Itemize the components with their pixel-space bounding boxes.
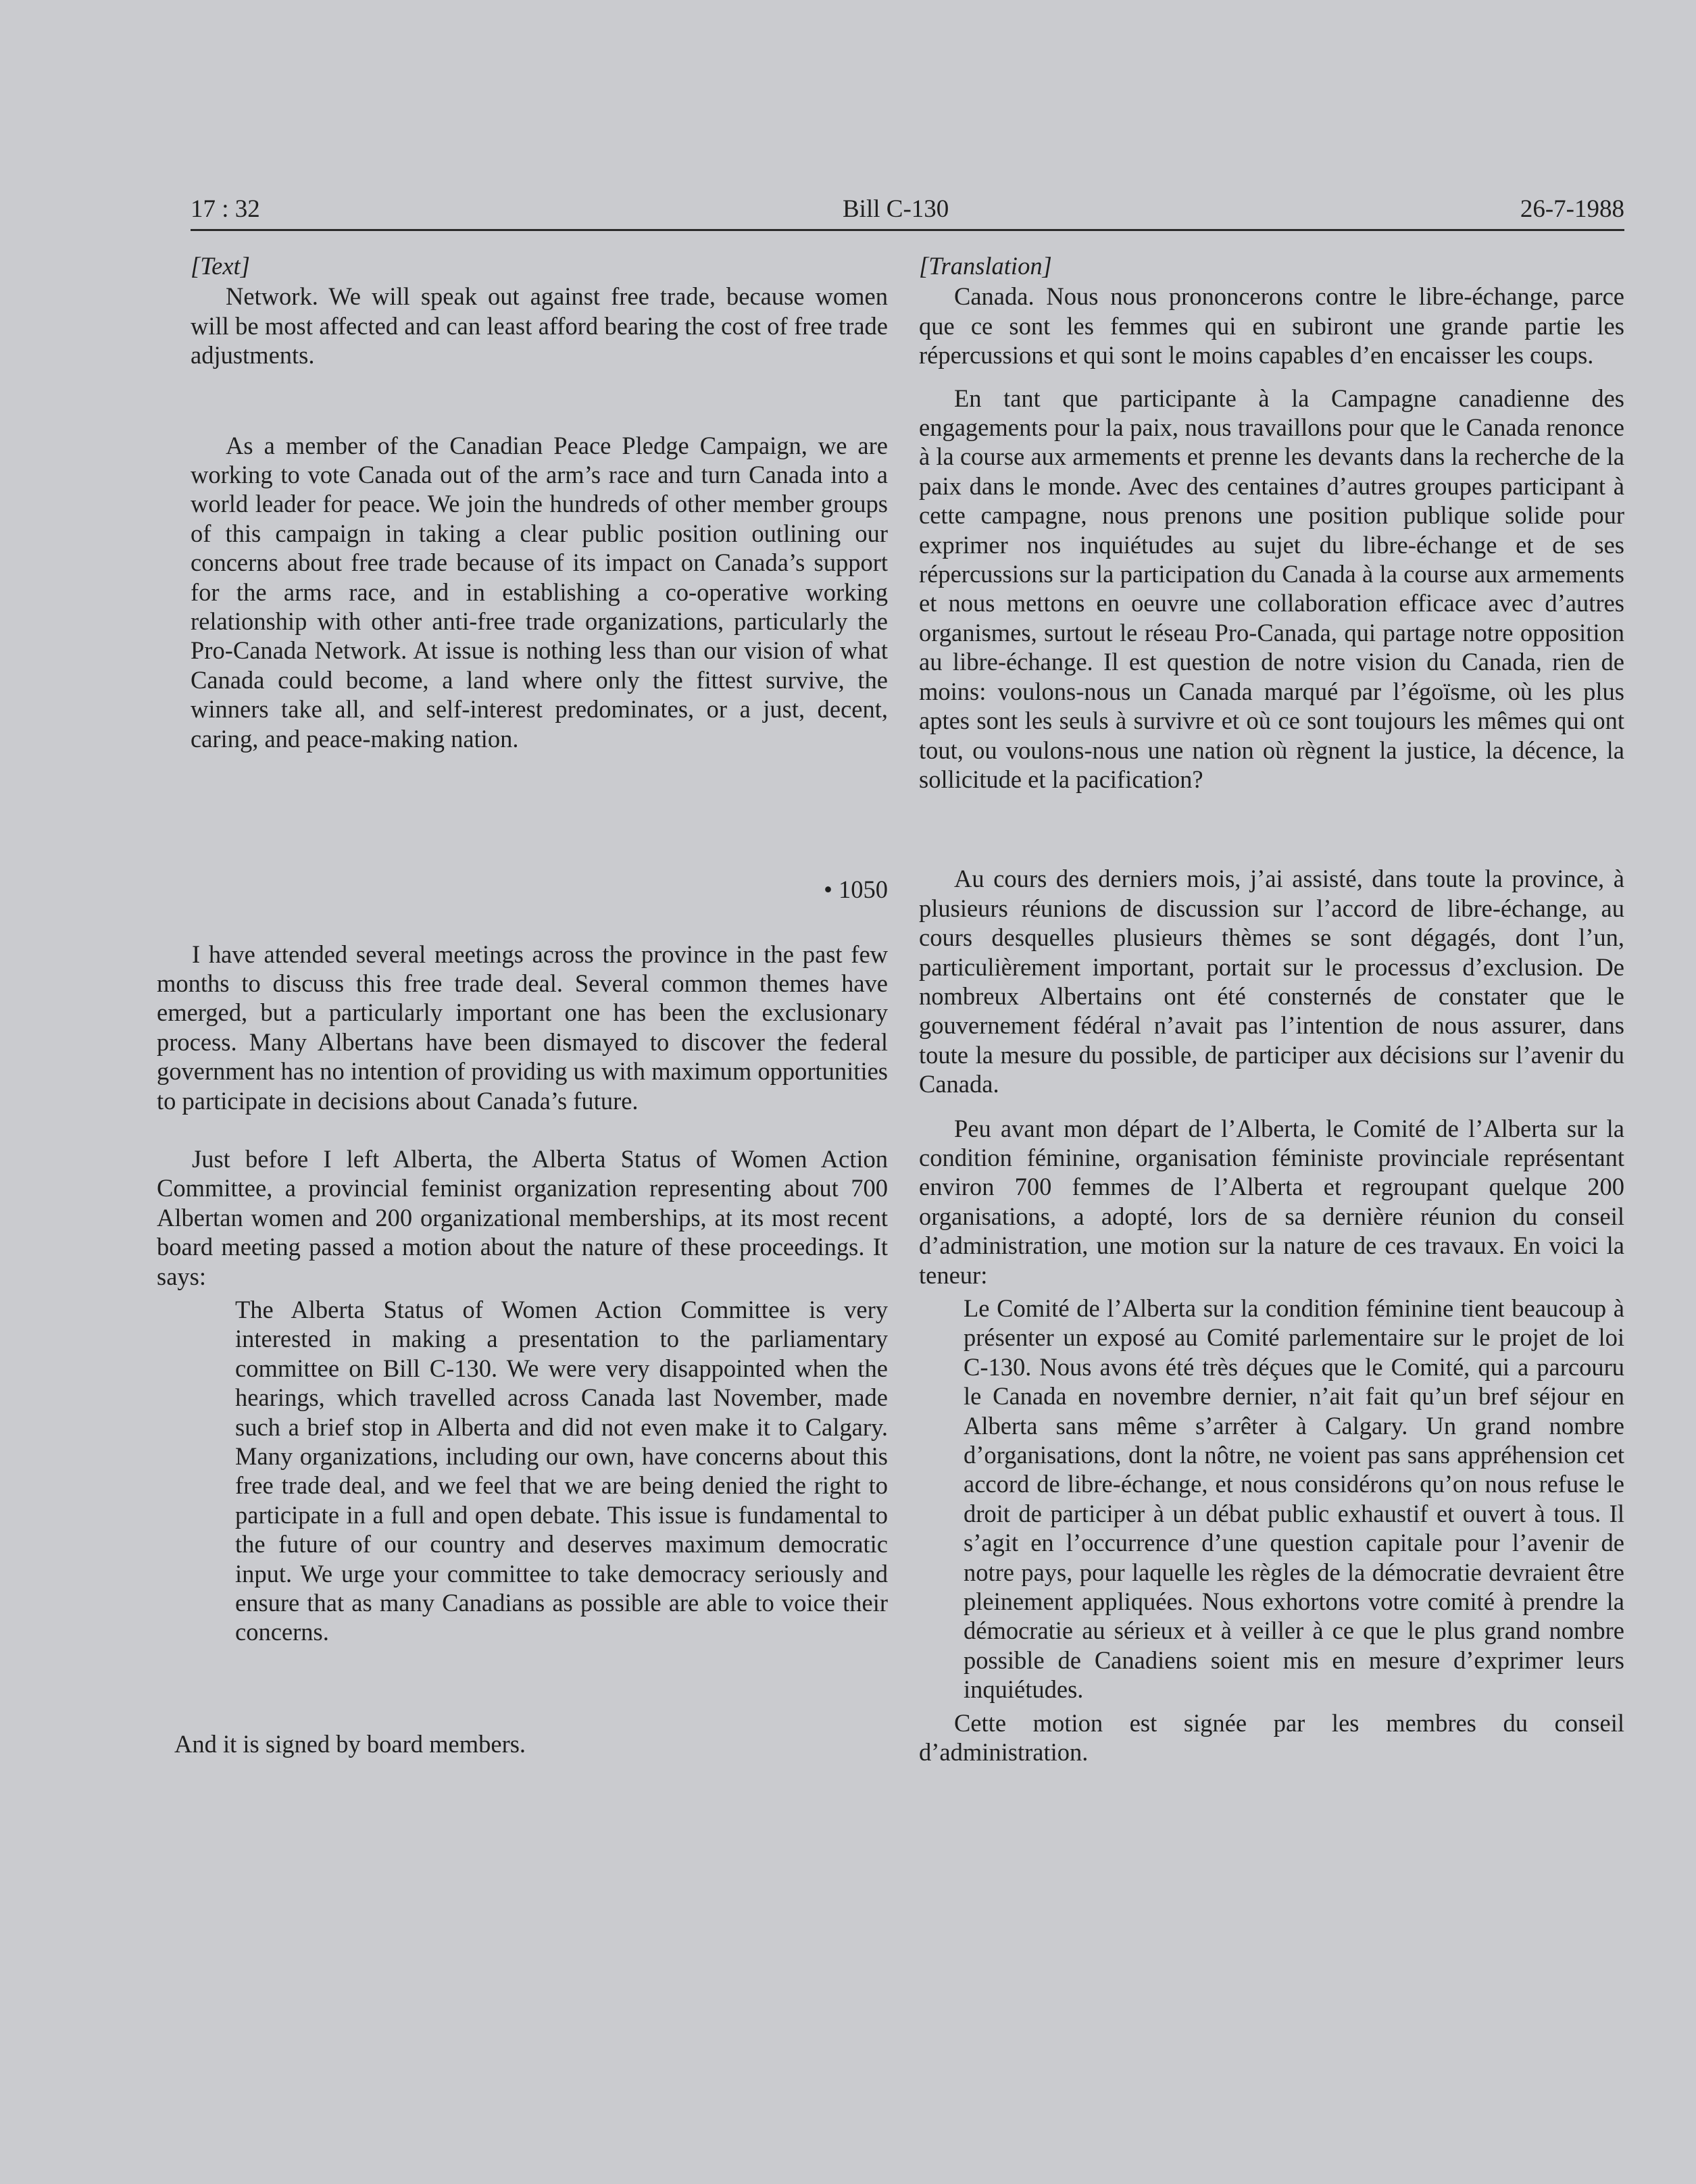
en-paragraph-2: As a member of the Canadian Peace Pledge Campaign, we are working to vote Canada out of the arm’s race and turn Canada into a world leader for peace. We join the hundreds of other member groups of this campaign in taking a clear public position outlining our concerns about free trade because of its impact on Canada’s support for the arms race, and in establishing a co-operative working relationship with other anti-free trade organizations, particularly the Pro-Canada Network. At issue is nothing less than our vision of what Canada could become, a land where only the fittest survive, the winners take all, and self-interest predominates, or a just, decent, caring, and peace-making nation.: [191, 431, 888, 753]
fr-paragraph-3: Au cours des derniers mois, j’ai assisté, dans toute la province, à plusieurs réunions de discussion sur l’accord de libre-échange, au cours desquelles plusieurs thèmes se sont dégagés, dont l’un, particulièrement important, portait sur le processus d’exclusion. De nombreux Albertains ont été consternés de constater que le gouvernement fédéral n’avait pas l’intention de nous assurer, dans toute la mesure du possible, de participer aux décisions sur l’avenir du Canada.: [919, 865, 1624, 1098]
en-closing: And it is signed by board members.: [174, 1729, 526, 1758]
en-quoted-motion: The Alberta Status of Women Action Committee is very interested in making a presentation to the parliamentary committee on Bill C-130. We were very disappointed when the hearings, which travelled across Canada last November, made such a brief stop in Alberta and did not even make it to Calgary. Many organizations, including our own, have concerns about this free trade deal, and we feel that we are being denied the right to participate in a full and open debate. This issue is fundamental to the future of our country and deserves maximum democratic input. We urge your committee to take democracy seriously and ensure that as many Canadians as possible are able to voice their concerns.: [235, 1295, 888, 1646]
page-header: [191, 195, 1624, 228]
text-label: [Text]: [191, 252, 250, 280]
fr-paragraph-2: En tant que participante à la Campagne canadienne des engagements pour la paix, nous travaillons pour que le Canada renonce à la course aux armements et prenne les devants dans la recherche de la paix dans le monde. Avec des centaines d’autres groupes participant à cette campagne, nous prenons une position publique solide pour exprimer nos inquiétudes au sujet du libre-échange et de ses répercussions sur la participation du Canada à la course aux armements et nous mettons en oeuvre une collaboration efficace avec d’autres organismes, surtout le réseau Pro-Canada, qui partage notre opposition au libre-échange. Il est question de notre vision du Canada, rien de moins: voulons-nous un Canada marqué par l’égoïsme, où les plus aptes sont les seuls à survivre et où ce sont toujours les mêmes qui ont tout, ou voulons-nous une nation où règnent la justice, la décence, la sollicitude et la pacification?: [919, 384, 1624, 793]
translation-label: [Translation]: [919, 252, 1052, 280]
document-title: Bill C-130: [843, 195, 949, 223]
en-paragraph-3: I have attended several meetings across the province in the past few months to discuss this free trade deal. Several common themes have emerged, but a particularly important one has been the exclusionary process. Many Albertans have been dismayed to discover the federal government has no intention of providing us with maximum opportunities to participate in decisions about Canada’s future.: [157, 940, 888, 1115]
en-paragraph-4: Just before I left Alberta, the Alberta Status of Women Action Committee, a provincial feminist organization representing about 700 Albertan women and 200 organizational memberships, at its most recent board meeting passed a motion about the nature of these proceedings. It says:: [157, 1144, 888, 1290]
page-number: 17 : 32: [191, 195, 260, 223]
fr-paragraph-4: Peu avant mon départ de l’Alberta, le Comité de l’Alberta sur la condition féminine, organisation féministe provinciale représentant environ 700 femmes de l’Alberta et regroupant quelque 200 organisations, a adopté, lors de sa dernière réunion du conseil d’administration, une motion sur la nature de ces travaux. En voici la teneur:: [919, 1114, 1624, 1289]
fr-closing: Cette motion est signée par les membres du conseil d’administration.: [919, 1708, 1624, 1767]
english-column: [157, 251, 888, 1758]
time-marker: • 1050: [824, 875, 888, 904]
header-rule: [191, 229, 1624, 231]
en-paragraph-1: Network. We will speak out against free trade, because women will be most affected and can least afford bearing the cost of free trade adjustments.: [191, 282, 888, 370]
fr-paragraph-1: Canada. Nous nous prononcerons contre le libre-échange, parce que ce sont les femmes qui en subiront une grande partie les répercussions et qui sont le moins capables d’en encaisser les coups.: [919, 282, 1624, 370]
french-column: [919, 251, 1624, 1767]
fr-quoted-motion: Le Comité de l’Alberta sur la condition féminine tient beaucoup à présenter un exposé au Comité parlementaire sur le projet de loi C-130. Nous avons été très déçues que le Comité, qui a parcouru le Canada en novembre dernier, n’ait fait qu’un bref séjour en Alberta sans même s’arrêter à Calgary. Un grand nombre d’organisations, dont la nôtre, ne voient pas sans appréhension cet accord de libre-échange, et nous considérons qu’on nous refuse le droit de participer à un débat public exhaustif et ouvert à tous. Il s’agit en l’occurrence d’une question capitale pour l’avenir de notre pays, pour laquelle les règles de la démocratie devraient être pleinement appliquées. Nous exhortons votre comité à prendre la démocratie au sérieux et à veiller à ce que le plus grand nombre possible de Canadiens soient mis en mesure d’exprimer leurs inquiétudes.: [964, 1294, 1624, 1704]
document-date: 26-7-1988: [1520, 195, 1624, 223]
